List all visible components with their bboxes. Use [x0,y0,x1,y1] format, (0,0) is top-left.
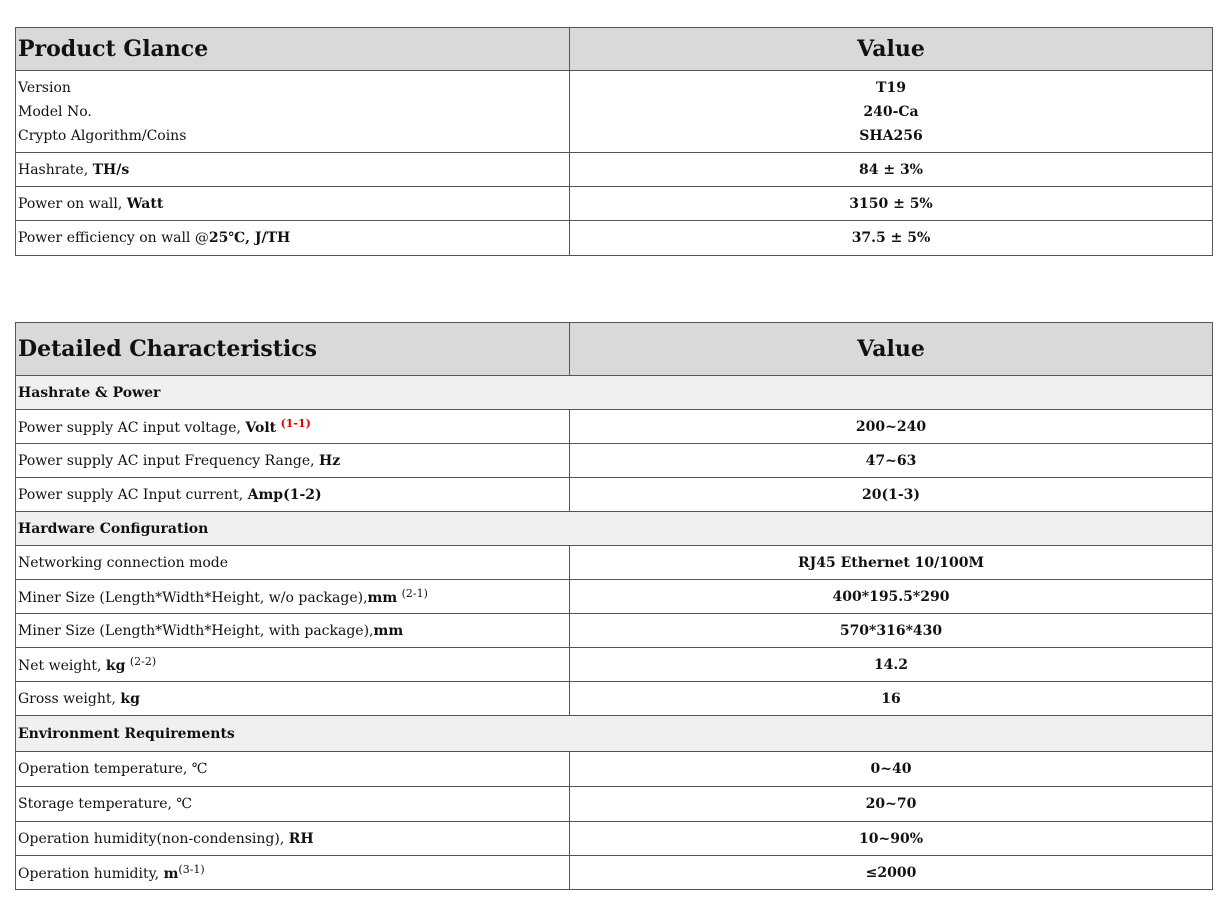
table-row [16,546,1213,580]
table-row [16,444,1213,478]
table-row [16,752,1213,787]
table-row [16,856,1213,890]
efficiency-value: 37.5 ± 5% [570,221,1213,256]
size-nopkg-unit: mm [367,590,398,606]
current-unit: Amp(1-2) [247,486,322,503]
section-hashrate-power: Hashrate & Power [16,376,1213,410]
net-weight-unit: kg [105,658,126,674]
storage-temp-label: Storage temperature, ℃ [16,787,570,822]
gross-weight-label: Gross weight, [18,690,121,707]
table-row [16,614,1213,648]
humidity-unit: RH [288,830,314,847]
voltage-value: 200~240 [570,410,1213,444]
product-glance-table [15,27,1213,256]
frequency-unit: Hz [319,452,341,469]
humidity-label: Operation humidity(non-condensing), [18,830,289,847]
table-row [16,787,1213,822]
net-weight-label: Net weight, [18,658,106,674]
hashrate-unit: TH/s [92,161,130,178]
section-hardware: Hardware Configuration [16,512,1213,546]
hashrate-label: Hashrate, [18,161,93,178]
section-environment: Environment Requirements [16,716,1213,752]
table-row [16,682,1213,716]
power-value: 3150 ± 5% [570,187,1213,221]
size-nopkg-value: 400*195.5*290 [570,580,1213,614]
table-row [16,153,1213,187]
net-weight-footnote: (2-2) [129,655,157,668]
network-label: Networking connection mode [16,546,570,580]
table-row [16,648,1213,682]
size-pkg-unit: mm [373,622,404,639]
header-value: Value [570,323,1213,376]
voltage-label: Power supply AC input voltage, [18,420,246,436]
version-value: T19 [876,79,906,96]
algorithm-label: Crypto Algorithm/Coins [18,127,187,144]
altitude-unit: m [163,866,179,882]
table-row [16,221,1213,256]
table-header-row [16,323,1213,376]
efficiency-unit: 25℃, J/TH [208,230,291,246]
header-value: Value [570,28,1213,71]
header-label: Product Glance [16,28,570,71]
model-label: Model No. [18,103,92,120]
voltage-footnote: (1-1) [280,417,311,430]
op-temp-value: 0~40 [570,752,1213,787]
op-temp-label: Operation temperature, ℃ [16,752,570,787]
model-value: 240-Ca [863,103,919,120]
network-value: RJ45 Ethernet 10/100M [570,546,1213,580]
size-nopkg-label: Miner Size (Length*Width*Height, w/o package), [18,590,368,606]
table-row [16,580,1213,614]
size-pkg-label: Miner Size (Length*Width*Height, with package), [18,622,374,639]
section-row [16,716,1213,752]
table-row [16,187,1213,221]
table-row [16,410,1213,444]
algorithm-value: SHA256 [859,127,923,144]
table-header-row [16,28,1213,71]
altitude-footnote: (3-1) [178,863,205,876]
humidity-value: 10~90% [570,822,1213,856]
current-value: 20(1-3) [570,478,1213,512]
version-label: Version [18,79,71,96]
altitude-value: ≤2000 [570,856,1213,890]
power-unit: Watt [126,195,164,212]
gross-weight-unit: kg [120,690,140,707]
section-row [16,376,1213,410]
efficiency-label: Power efficiency on wall @ [18,230,209,246]
section-row [16,512,1213,546]
hashrate-value: 84 ± 3% [570,153,1213,187]
net-weight-value: 14.2 [570,648,1213,682]
header-label: Detailed Characteristics [16,323,570,376]
size-pkg-value: 570*316*430 [570,614,1213,648]
altitude-label: Operation humidity, [18,866,164,882]
current-label: Power supply AC Input current, [18,486,248,503]
size-nopkg-footnote: (2-1) [401,587,428,600]
frequency-label: Power supply AC input Frequency Range, [18,452,320,469]
gross-weight-value: 16 [570,682,1213,716]
power-label: Power on wall, [18,195,127,212]
table-row [16,478,1213,512]
voltage-unit: Volt [245,420,277,436]
table-row [16,822,1213,856]
detailed-characteristics-table [15,322,1213,890]
table-row [16,71,1213,153]
storage-temp-value: 20~70 [570,787,1213,822]
frequency-value: 47~63 [570,444,1213,478]
